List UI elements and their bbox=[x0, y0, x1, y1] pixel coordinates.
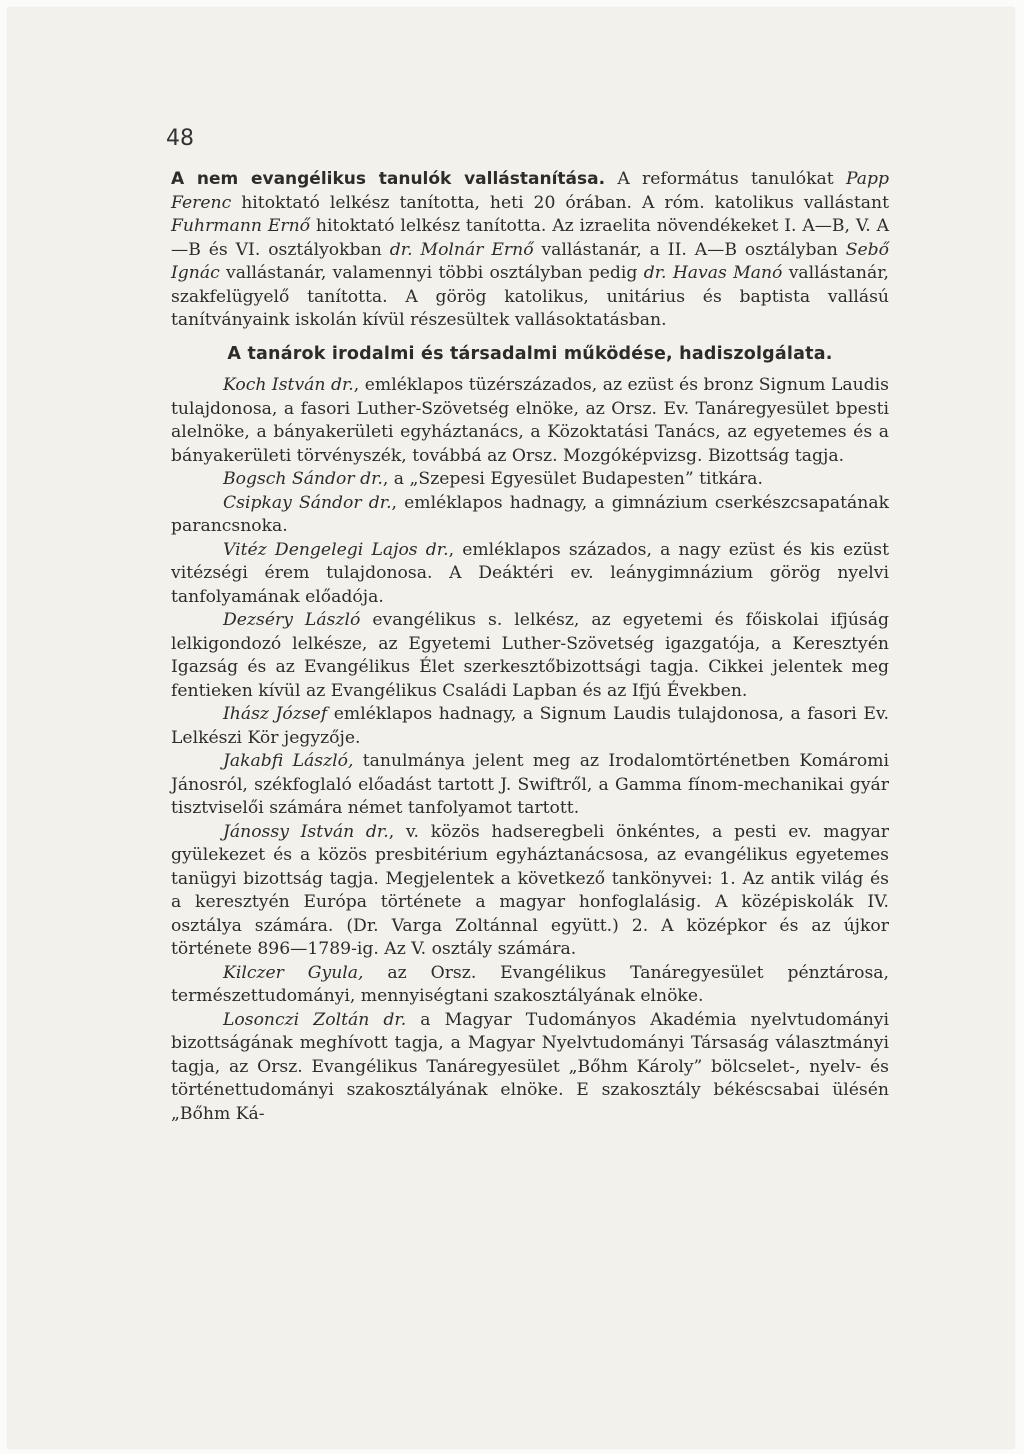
teacher-name: Csipkay Sándor dr. bbox=[223, 492, 392, 513]
teacher-name: Dezséry László bbox=[223, 610, 361, 630]
intro-text: A református tanulókat bbox=[605, 169, 846, 189]
teacher-description: tanulmánya jelent meg az Irodalomtörténetben Komáromi Jánosról, székfoglaló előadást tartott J. Swiftről, a Gamma fínom-mechanikai gyár tisztviselői számára német tanfolyamot tartott. bbox=[171, 751, 889, 818]
teacher-name: Kilczer Gyula, bbox=[223, 962, 364, 983]
document-page bbox=[8, 8, 1014, 1448]
teacher-name: Losonczi Zoltán dr. bbox=[223, 1009, 407, 1030]
teacher-description: , emléklapos hadnagy, a gimnázium cserkészcsapatának parancsnoka. bbox=[171, 492, 889, 536]
teacher-entry bbox=[171, 703, 889, 750]
teacher-entry bbox=[171, 609, 889, 703]
teacher-description: az Orsz. Evangélikus Tanáregyesület pénztárosa, természettudományi, mennyiségtani szakosztályának elnöke. bbox=[171, 962, 889, 1006]
teacher-entry bbox=[171, 1009, 889, 1127]
intro-text: vallástanár, szakfelügyelő tanította. A görög katolikus, unitárius és baptista vallású tanítványaink iskolán kívül részesültek vallásoktatásban. bbox=[171, 263, 889, 330]
intro-text: hitoktató lelkész tanította. Az izraelita növendékeket I. A—B, V. A—B és VI. osztályokban bbox=[171, 216, 890, 260]
section-heading: A tanárok irodalmi és társadalmi működése, hadiszolgálata. bbox=[227, 343, 833, 364]
teacher-name: Jakabfi László, bbox=[223, 751, 354, 771]
page-number: 48 bbox=[166, 126, 194, 151]
intro-person-name: Fuhrmann Ernő bbox=[171, 216, 311, 236]
intro-person-name: Sebő Ignác bbox=[171, 239, 889, 283]
page-content bbox=[171, 168, 889, 1126]
teacher-entry bbox=[171, 821, 889, 962]
intro-person-name: Papp Ferenc bbox=[171, 169, 889, 213]
teacher-name: Ihász József bbox=[223, 704, 328, 724]
teacher-description: emléklapos hadnagy, a Signum Laudis tulajdonosa, a fasori Ev. Lelkészi Kör jegyzője. bbox=[171, 704, 890, 748]
teacher-entry bbox=[171, 492, 889, 539]
intro-text: hitoktató lelkész tanította, heti 20 órában. A róm. katolikus vallástant bbox=[231, 192, 889, 213]
intro-person-name: dr. Molnár Ernő bbox=[389, 239, 534, 260]
teacher-entry bbox=[171, 750, 889, 821]
teacher-name: Bogsch Sándor dr. bbox=[223, 469, 383, 489]
teacher-name: Koch István dr. bbox=[223, 375, 354, 395]
teacher-entry bbox=[171, 468, 889, 492]
intro-heading: A nem evangélikus tanulók vallástanítása. bbox=[171, 169, 606, 189]
intro-text: vallástanár, a II. A—B osztályban bbox=[533, 239, 846, 260]
teacher-description: a Magyar Tudományos Akadémia nyelvtudományi bizottságának meghívott tagja, a Magyar Nyelvtudományi Társaság választmányi tagja, az Orsz. Evangélikus Tanáregyesület „Bőhm Károly” bölcselet-, nyelv- és történettudományi szakosztályának elnöke. E szakosztály békéscsabai ülésén „Bőhm Ká- bbox=[171, 1009, 889, 1124]
teacher-entry bbox=[171, 374, 889, 468]
teacher-name: Vitéz Dengelegi Lajos dr. bbox=[223, 539, 449, 560]
teacher-description: , v. közös hadseregbeli önkéntes, a pesti ev. magyar gyülekezet és a közös presbitérium egyháztanácsosa, az evangélikus egyetemes tanügyi bizottság tagja. Megjelentek a következő tankönyvei: 1. Az antik világ és a keresztyén Európa története a magyar honfoglalásig. A középiskolák IV. osztálya számára. (Dr. Varga Zoltánnal együtt.) 2. A középkor és az újkor története 896—1789-ig. Az V. osztály számára. bbox=[171, 821, 890, 959]
teacher-entry bbox=[171, 962, 889, 1009]
teacher-description: , emléklapos tüzérszázados, az ezüst és bronz Signum Laudis tulajdonosa, a fasori Luther-Szövetség elnöke, az Orsz. Ev. Tanáregyesület bpesti alelnöke, a bányakerületi egyháztanács, a Közoktatási Tanács, az egyetemes és a bányakerületi törvényszék, továbbá az Orsz. Mozgóképvizsg. Bizottság tagja. bbox=[171, 375, 890, 466]
intro-paragraph bbox=[171, 168, 889, 333]
teacher-description: evangélikus s. lelkész, az egyetemi és főiskolai ifjúság lelkigondozó lelkésze, az Egyetemi Luther-Szövetség igazgatója, a Keresztyén Igazság és az Evangélikus Élet szerkesztőbizottsági tagja. Cikkei jelentek meg fentieken kívül az Evangélikus Családi Lapban és az Ifjú Években. bbox=[171, 610, 889, 701]
teacher-description: , emléklapos százados, a nagy ezüst és kis ezüst vitézségi érem tulajdonosa. A Deáktéri ev. leánygimnázium görög nyelvi tanfolyamának előadója. bbox=[171, 539, 889, 607]
teacher-description: , a „Szepesi Egyesület Budapesten” titkára. bbox=[382, 469, 763, 489]
intro-person-name: dr. Havas Manó bbox=[643, 263, 783, 283]
intro-text: vallástanár, valamennyi többi osztályban pedig bbox=[219, 263, 644, 283]
teacher-name: Jánossy István dr. bbox=[223, 821, 389, 842]
teacher-entry bbox=[171, 539, 889, 610]
